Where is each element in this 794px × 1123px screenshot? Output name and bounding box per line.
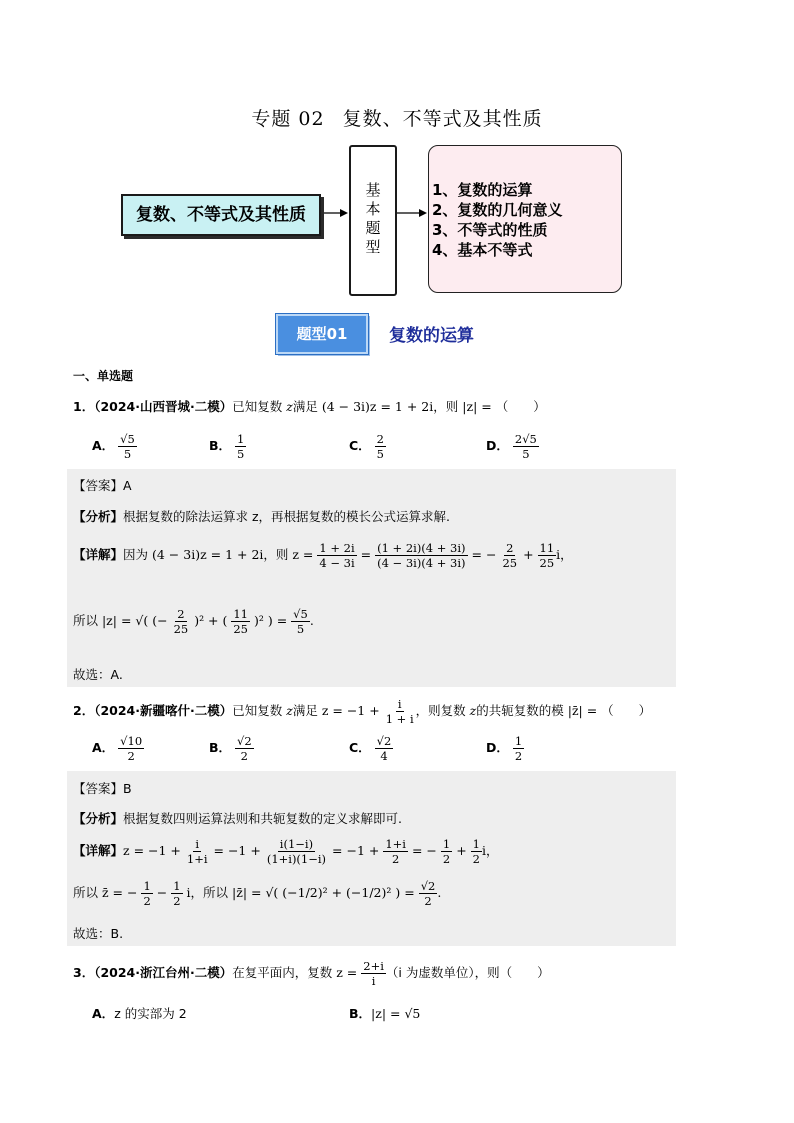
option-a: A．z 的实部为 2 bbox=[92, 1006, 187, 1021]
type-tag: 题型01 bbox=[276, 314, 368, 354]
section-heading: 一、单选题 bbox=[73, 369, 134, 383]
option-c: C． $\frac{√2}{4}$ bbox=[349, 734, 392, 763]
type-item: 2、复数的几何意义 bbox=[432, 201, 563, 219]
option-d: D． $\frac{2√5}{5}$ bbox=[486, 432, 537, 461]
diagram-topic-box: 复数、不等式及其性质 bbox=[121, 194, 321, 236]
option-b: B． $\frac{1}{5}$ bbox=[209, 432, 245, 461]
choose: 故选：B. bbox=[73, 926, 124, 941]
question-3-stem: 3．（2024·浙江台州·二模）在复平面内，复数 z = $\frac{2+i}{i}$ （i 为虚数单位），则（ ） bbox=[73, 959, 550, 988]
question-2-stem: 2．（2024·新疆喀什·二模）已知复数 z满足 z = −1 + $\frac{i}{1 + i}$ ，则复数 z的共轭复数的模 |z̄| = （ ） bbox=[73, 697, 652, 726]
option-a: A． $\frac{√5}{5}$ bbox=[92, 432, 135, 461]
option-b: B．|z| = √5 bbox=[349, 1006, 421, 1021]
type-item: 1、复数的运算 bbox=[432, 181, 533, 199]
diagram-type-list-box bbox=[428, 145, 622, 293]
diagram-arrows bbox=[0, 0, 794, 340]
option-d: D． $\frac{1}{2}$ bbox=[486, 734, 523, 763]
option-c: C． $\frac{2}{5}$ bbox=[349, 432, 384, 461]
answer-block-1 bbox=[67, 469, 676, 687]
choose: 故选：A. bbox=[73, 667, 123, 682]
answer: 【答案】B bbox=[73, 781, 132, 796]
detail: 【详解】因为 (4 − 3i)z = 1 + 2i，则 z = $\frac{1 + 2i}{4 - 3i}$ = $\frac{(1 + 2i)(4 + 3i)}{(4 - 3i)(4 + 3i)}$ = − $\frac{2}{25}$ + $\frac{11}{25}$ i， bbox=[73, 541, 573, 570]
page-title: 专题 02 复数、不等式及其性质 bbox=[251, 108, 543, 130]
option-a: A． $\frac{√10}{2}$ bbox=[92, 734, 143, 763]
diagram-basic-types-box: 基 本 题 型 bbox=[349, 145, 397, 296]
question-1-stem: 1．（2024·山西晋城·二模）已知复数 z满足 (4 − 3i)z = 1 + 2i，则 |z| = （ ） bbox=[73, 399, 546, 414]
type-title: 复数的运算 bbox=[389, 326, 474, 346]
analysis: 【分析】根据复数的除法运算求 z，再根据复数的模长公式运算求解. bbox=[73, 509, 451, 524]
analysis: 【分析】根据复数四则运算法则和共轭复数的定义求解即可. bbox=[73, 811, 402, 826]
answer-block-2 bbox=[67, 771, 676, 946]
answer: 【答案】A bbox=[73, 478, 132, 493]
type-item: 4、基本不等式 bbox=[432, 241, 533, 259]
option-b: B． $\frac{√2}{2}$ bbox=[209, 734, 252, 763]
detail: 【详解】z = −1 + $\frac{i}{1+i}$ = −1 + $\frac{i(1-i)}{(1+i)(1-i)}$ = −1 + $\frac{1+i}{2}$ = − $\frac{1}{2}$ + $\frac{1}{2}$ i， bbox=[73, 837, 499, 866]
detail-conjugate: 所以 z̄ = − $\frac{1}{2}$ − $\frac{1}{2}$ i，所以 |z̄| = √( (−1/2)² + (−1/2)² ) = $\frac{√2}{2}$ . bbox=[73, 879, 442, 908]
type-item: 3、不等式的性质 bbox=[432, 221, 548, 239]
detail-modulus: 所以 |z| = √( (− $\frac{2}{25}$ )² + ( $\frac{11}{25}$ )² ) = $\frac{√5}{5}$ . bbox=[73, 607, 314, 636]
